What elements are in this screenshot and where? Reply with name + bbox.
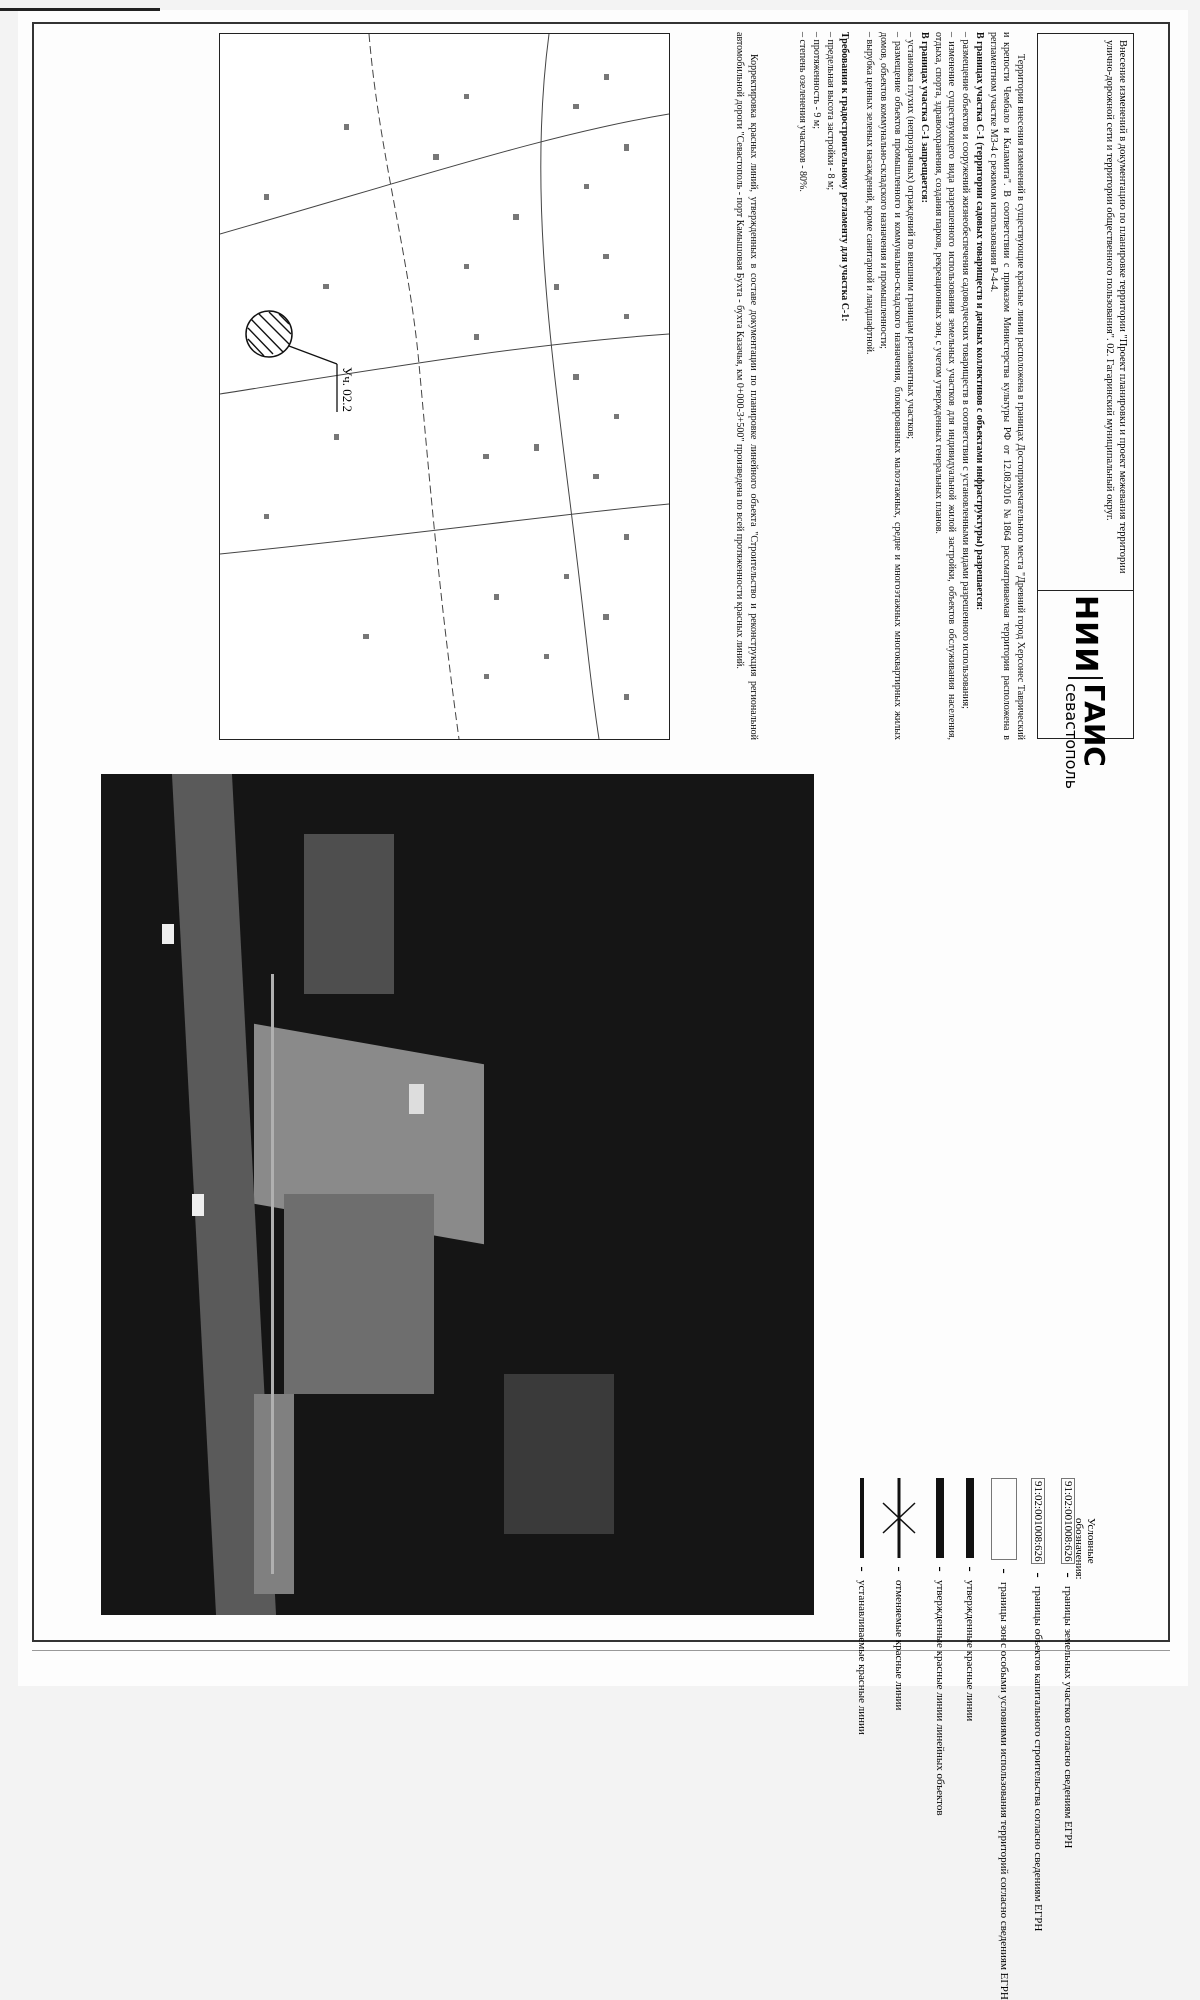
requirements-heading: Требования к градостроительному регламенту для участка С-1: <box>838 32 850 322</box>
forbidden-item: – вырубка ценных зеленых насаждений, кроме санитарной и ландшафтной. <box>863 32 877 740</box>
title-block <box>1037 33 1134 790</box>
legend-row: - устанавливаемые красные линии <box>853 1478 871 1735</box>
niigais-logo <box>1037 590 1134 790</box>
requirement-item: – протяженность - 9 м; <box>809 32 823 740</box>
aerial-road-branch <box>254 1394 294 1594</box>
bottom-rule <box>32 1650 1170 1651</box>
parcel-label: Уч. 02.2 <box>340 367 355 412</box>
legend-row: 91:02:001008:626 - границы земельных участков согласно сведениям ЕГРН <box>1059 1478 1077 1848</box>
aerial-fence-line <box>271 974 274 1574</box>
legend-text: устанавливаемые красные линии <box>856 1580 868 1735</box>
logo-gais-block <box>1062 679 1112 790</box>
aerial-vegetation <box>304 834 394 994</box>
correction-note: Корректировка красных линий, утвержденных в составе документации по планировке линейного объекта "Строительство и реконструкция региональной автомобильной дороги "Севастополь - порт Камышовая Бухта - бухта Казачья, км 0+000-3+500" произведена по всей протяженности красных линий. <box>734 32 759 740</box>
situation-map-drawing <box>220 34 669 739</box>
forbidden-item: – размещение объектов промышленного и коммунально-складского назначения, блокированных малоэтажных, средне и многоэтажных многоквартирных жилых домов, объектов коммунально-складского назначения и промышленности; <box>876 32 903 740</box>
aerial-car <box>192 1194 204 1216</box>
legend-text: отменяемые красные линии <box>893 1580 905 1711</box>
road-line <box>220 504 669 554</box>
aerial-lot <box>284 1194 434 1394</box>
legend-row: - отменяемые красные линии <box>881 1478 917 1710</box>
legend-sample-parcel: 91:02:001008:626 <box>1061 1478 1075 1564</box>
logo-nii: НИИ <box>1068 591 1103 679</box>
allowed-item: – изменение существующего вида разрешенного использования земельных участков для индивидуальной жилой застройки, объектов обслуживания населения, отдыха, спорта, здравоохранения, создания парков, рекреационных зон, с учетом утвержденных генеральных планов. <box>931 32 958 740</box>
rotated-drawing-sheet <box>61 32 1137 1615</box>
legend-sample-building: 91:02:001008:626 <box>1031 1478 1045 1564</box>
forbidden-heading: В границах участка С-1 запрещается: <box>919 32 931 203</box>
parcel-leader <box>289 346 337 364</box>
legend-text: границы зон с особыми условиями использования территорий согласно сведениям ЕГРН <box>998 1582 1010 2000</box>
allowed-item: – размещение объектов и сооружений жизнеобеспечения садоводческих товариществ в соответствии с установленными видами разрешенного использования; <box>958 32 972 740</box>
situation-map <box>219 33 670 740</box>
forbidden-item: – установка глухих (непрозрачных) ограждений по внешним границам регламентных участков; <box>904 32 918 740</box>
aerial-photo <box>101 774 814 1615</box>
logo-city: севастополь <box>1062 683 1082 790</box>
requirement-item: – степень озеленения участков - 80%. <box>796 32 810 740</box>
parcel-marker <box>246 311 337 412</box>
legend-row: 91:02:001008:626 - границы объектов капитального строительства согласно сведениям ЕГРН <box>1029 1478 1047 1931</box>
aerial-vegetation <box>504 1374 614 1534</box>
railway-line <box>369 34 459 739</box>
explanatory-notes <box>667 32 1027 740</box>
aerial-car <box>162 924 174 944</box>
notes-intro: Территория внесения изменений в существующие красные линии расположена в границах Достопримечательного места "Древний город Херсонес Таврический и крепости Чембало и Каламита". В соответствии с приказом Министерства культуры РФ от 12.08.2016 №1864 рассматриваемая территория расположена в регламентном участке М3-4 с режимом использования Р-4-4. <box>987 32 1026 740</box>
legend-row: - утвержденные красные линии линейных объектов <box>931 1478 949 1816</box>
legend-text: утвержденные красные линии <box>964 1580 976 1722</box>
logo-gais: ГАИС <box>1078 683 1112 767</box>
allowed-heading: В границах участка С-1 (территории садовых товариществ и дачных коллективов с объектами инфраструктуры) разрешается: <box>973 32 985 611</box>
scan-edge-mark <box>0 8 160 11</box>
legend-row: - утвержденные красные линии <box>961 1478 979 1721</box>
road-line <box>220 114 669 234</box>
title-block-description: Внесение изменений в документацию по планировке территории "Проект планировки и проект межевания территории улично-дорожной сети и территории общественного пользования". 02. Гагаринский муниципальный округ. <box>1037 33 1134 590</box>
legend-text: утвержденные красные линии линейных объектов <box>934 1580 946 1816</box>
legend-text: границы земельных участков согласно сведениям ЕГРН <box>1062 1586 1074 1849</box>
legend-title: Условные обозначения: <box>1073 1518 1097 1580</box>
aerial-car <box>409 1084 424 1114</box>
requirement-item: – предельная высота застройки - 8 м; <box>823 32 837 740</box>
legend-row: - границы зон с особыми условиями использования территорий согласно сведениям ЕГРН <box>991 1478 1017 2000</box>
legend-text: границы объектов капитального строительства согласно сведениям ЕГРН <box>1032 1586 1044 1932</box>
legend <box>817 1052 1147 1612</box>
